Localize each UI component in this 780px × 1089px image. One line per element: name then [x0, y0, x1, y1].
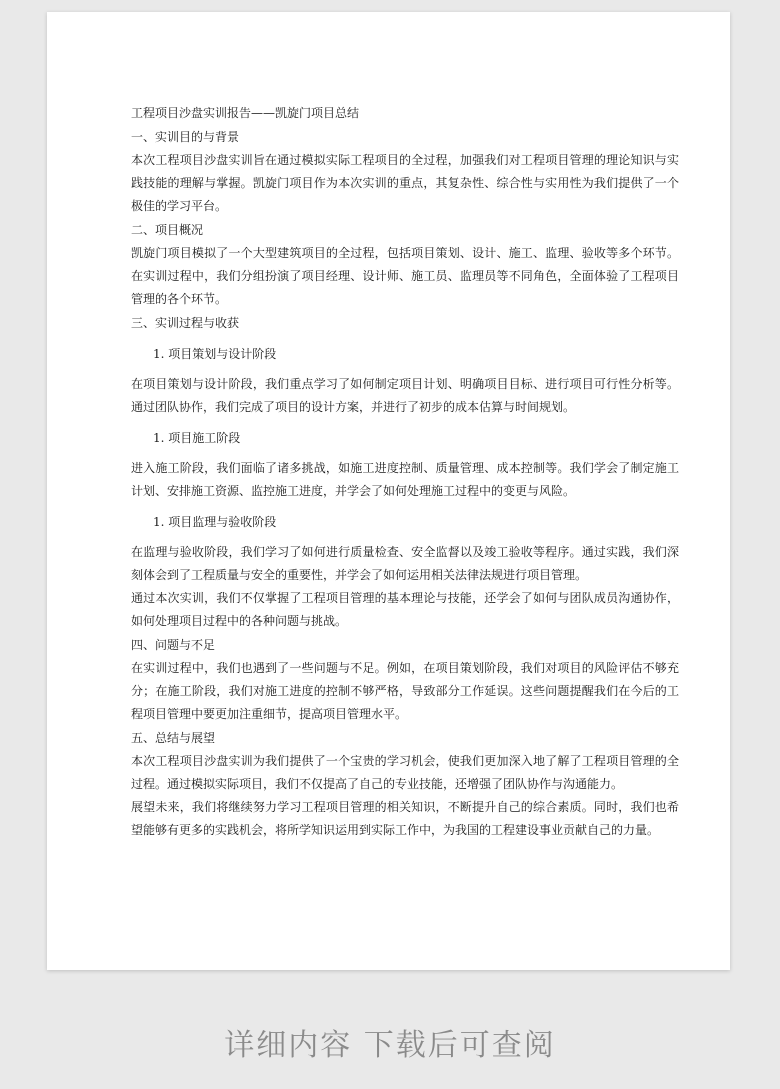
- subsection-planning-paragraph: 在项目策划与设计阶段，我们重点学习了如何制定项目计划、明确项目目标、进行项目可行性分析等。通过团队协作，我们完成了项目的设计方案，并进行了初步的成本估算与时间规划。: [131, 377, 679, 414]
- section-heading-1: 一、实训目的与背景: [131, 130, 240, 144]
- subsection-construction-paragraph: 进入施工阶段，我们面临了诸多挑战，如施工进度控制、质量管理、成本控制等。我们学会了制定施工计划、安排施工资源、监控施工进度，并学会了如何处理施工过程中的变更与风险。: [131, 461, 679, 498]
- section-heading-3: 三、实训过程与收获: [131, 316, 240, 330]
- section-3-closing-paragraph: 通过本次实训，我们不仅掌握了工程项目管理的基本理论与技能，还学会了如何与团队成员沟通协作，如何处理项目过程中的各种问题与挑战。: [131, 591, 679, 628]
- section-5-paragraph-2: 展望未来，我们将继续努力学习工程项目管理的相关知识，不断提升自己的综合素质。同时，我们也希望能够有更多的实践机会，将所学知识运用到实际工作中，为我国的工程建设事业贡献自己的力量。: [131, 800, 679, 837]
- subsection-supervision-paragraph: 在监理与验收阶段，我们学习了如何进行质量检查、安全监督以及竣工验收等程序。通过实践，我们深刻体会到了工程质量与安全的重要性，并学会了如何运用相关法律法规进行项目管理。: [131, 545, 679, 582]
- subsection-heading-construction: 1. 项目施工阶段: [153, 431, 241, 445]
- section-1-paragraph: 本次工程项目沙盘实训旨在通过模拟实际工程项目的全过程，加强我们对工程项目管理的理论知识与实践技能的理解与掌握。凯旋门项目作为本次实训的重点，其复杂性、综合性与实用性为我们提供了一个极佳的学习平台。: [131, 153, 679, 213]
- section-heading-2: 二、项目概况: [131, 223, 204, 237]
- section-5-paragraph-1: 本次工程项目沙盘实训为我们提供了一个宝贵的学习机会，使我们更加深入地了解了工程项目管理的全过程。通过模拟实际项目，我们不仅提高了自己的专业技能，还增强了团队协作与沟通能力。: [131, 754, 679, 791]
- section-heading-4: 四、问题与不足: [131, 638, 216, 652]
- document-body: [131, 102, 679, 842]
- section-heading-5: 五、总结与展望: [131, 731, 216, 745]
- subsection-heading-planning: 1. 项目策划与设计阶段: [153, 347, 277, 361]
- section-2-paragraph: 凯旋门项目模拟了一个大型建筑项目的全过程，包括项目策划、设计、施工、监理、验收等多个环节。在实训过程中，我们分组扮演了项目经理、设计师、施工员、监理员等不同角色，全面体验了工程项目管理的各个环节。: [131, 246, 679, 306]
- subsection-heading-supervision: 1. 项目监理与验收阶段: [153, 515, 277, 529]
- document-page: [47, 12, 730, 970]
- document-title: 工程项目沙盘实训报告——凯旋门项目总结: [131, 106, 360, 120]
- section-4-paragraph: 在实训过程中，我们也遇到了一些问题与不足。例如，在项目策划阶段，我们对项目的风险评估不够充分；在施工阶段，我们对施工进度的控制不够严格，导致部分工作延误。这些问题提醒我们在今后的工程项目管理中要更加注重细节，提高项目管理水平。: [131, 661, 679, 721]
- download-prompt: 详细内容 下载后可查阅: [224, 1028, 556, 1063]
